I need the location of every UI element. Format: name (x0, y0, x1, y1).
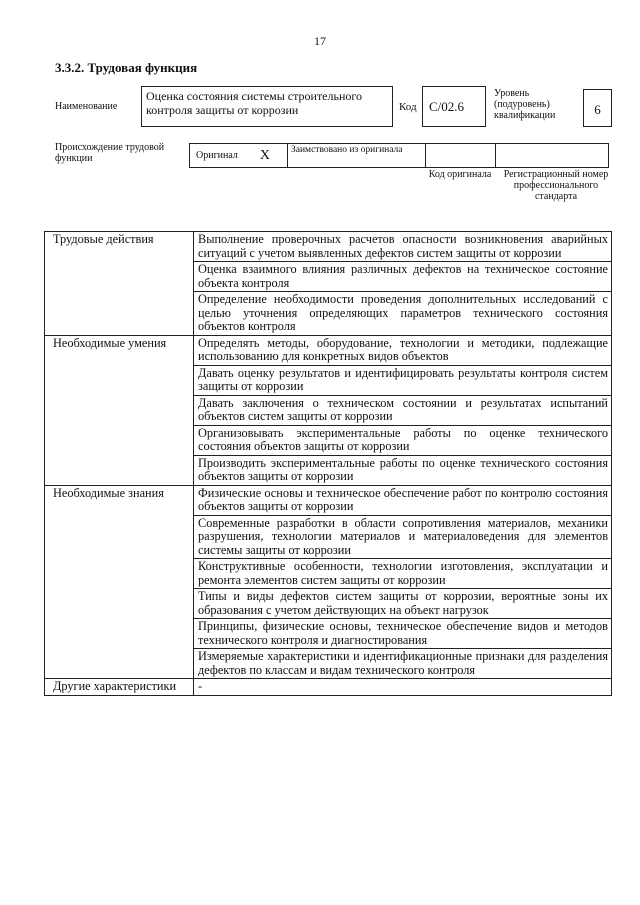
origin-label: Происхождение трудовой функции (55, 142, 165, 164)
table-row (45, 335, 612, 365)
code-original-cell (425, 143, 496, 168)
borrowed-cell: Заимствовано из оригинала (287, 143, 426, 168)
section-title-cell: Трудовые действия (45, 232, 194, 336)
section-item-cell: Выполнение проверочных расчетов опасности возникновения аварийных ситуаций с учетом выявленных дефектов систем защиты от коррозии (194, 232, 612, 262)
code-original-label: Код оригинала (428, 169, 492, 180)
function-name-field: Оценка состояния системы строительного контроля защиты от коррозии (141, 86, 393, 127)
original-cell (189, 143, 288, 168)
section-item-cell: Типы и виды дефектов систем защиты от коррозии, вероятные зоны их образования с учетом действующих на объект нагрузок (194, 589, 612, 619)
table-row (45, 679, 612, 696)
section-item-cell: Измеряемые характеристики и идентификационные признаки для разделения дефектов по классам и видам технического контроля (194, 649, 612, 679)
original-mark: X (259, 147, 271, 163)
section-title-cell: Другие характеристики (45, 679, 194, 696)
level-value-field: 6 (583, 89, 612, 127)
section-item-cell: Организовывать экспериментальные работы по оценке технического состояния объектов защиты от коррозии (194, 425, 612, 455)
original-label: Оригинал (196, 150, 238, 161)
section-item-cell: Производить экспериментальные работы по оценке технического состояния объектов защиты от коррозии (194, 455, 612, 485)
reg-number-label: Регистрационный номер профессионального стандарта (503, 169, 609, 202)
section-title: 3.3.2. Трудовая функция (55, 60, 198, 75)
section-item-cell: Давать оценку результатов и идентифицировать результаты контроля систем защиты от коррозии (194, 365, 612, 395)
table-row (45, 232, 612, 262)
table-row (45, 485, 612, 515)
section-item-cell: Конструктивные особенности, технологии изготовления, эксплуатации и ремонта элементов систем защиты от коррозии (194, 559, 612, 589)
name-label: Наименование (55, 101, 118, 112)
competency-table (44, 231, 612, 696)
code-label: Код (399, 101, 417, 113)
section-item-cell: Принципы, физические основы, техническое обеспечение видов и методов технического контроля и диагностирования (194, 619, 612, 649)
section-item-cell: Оценка взаимного влияния различных дефектов на техническое состояние объекта контроля (194, 262, 612, 292)
section-item-cell: - (194, 679, 612, 696)
code-value-field: C/02.6 (422, 86, 486, 127)
page-number: 17 (314, 34, 326, 48)
section-title-cell: Необходимые умения (45, 335, 194, 485)
section-item-cell: Современные разработки в области сопротивления материалов, механики разрушения, технологии материалов и материаловедения для элементов системы защиты от коррозии (194, 515, 612, 559)
section-title-cell: Необходимые знания (45, 485, 194, 679)
section-item-cell: Давать заключения о техническом состоянии и результатах испытаний объектов систем защиты от коррозии (194, 395, 612, 425)
section-item-cell: Определение необходимости проведения дополнительных исследований с целью уточнения определяющих параметров технического состояния объектов контроля (194, 292, 612, 336)
section-item-cell: Определять методы, оборудование, технологии и методики, подлежащие использованию для конкретных видов объектов (194, 335, 612, 365)
origin-row (190, 143, 612, 168)
section-item-cell: Физические основы и техническое обеспечение работ по контролю состояния объектов защиты от коррозии (194, 485, 612, 515)
reg-number-cell (495, 143, 609, 168)
level-label: Уровень (подуровень) квалификации (494, 88, 556, 121)
